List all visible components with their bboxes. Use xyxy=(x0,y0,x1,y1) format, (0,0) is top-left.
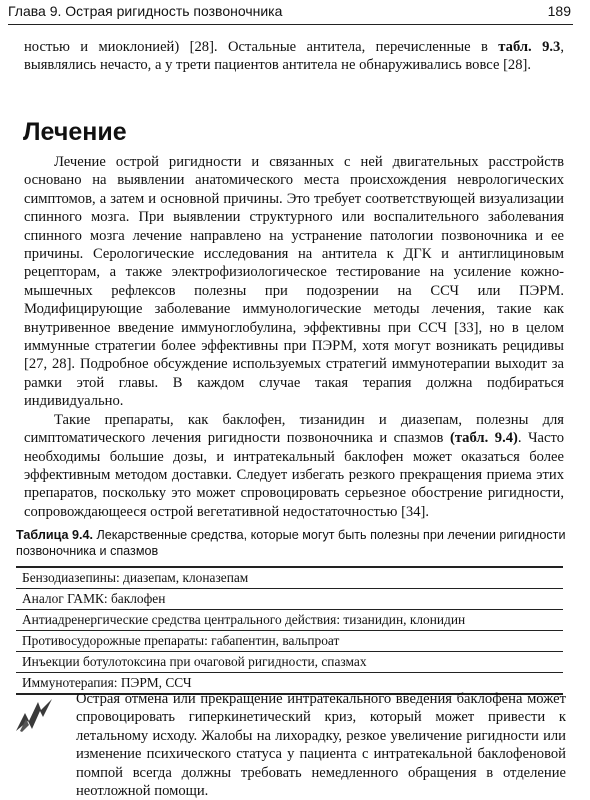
table-cell: Противосудорожные препараты: габапентин, вальпроат xyxy=(16,631,563,652)
prev-text-start: ностью и миоклонией) [28]. Остальные антитела, перечисленные в xyxy=(24,39,499,55)
table-row xyxy=(16,589,563,610)
section-heading: Лечение xyxy=(23,118,127,146)
paragraph-2-text-start: Такие препараты, как баклофен, тизанидин и диазепам, полезны для симптоматического лечения ригидности позвоночника и спазмов xyxy=(24,411,564,447)
table-row xyxy=(16,567,563,589)
table-cell: Аналог ГАМК: баклофен xyxy=(16,589,563,610)
lightning-warning-icon xyxy=(14,698,54,732)
table-label: Таблица 9.4. xyxy=(16,528,93,542)
chapter-title: Глава 9. Острая ригидность позвоночника xyxy=(8,3,283,19)
table-row xyxy=(16,652,563,673)
paragraph-2-text-end: . Часто необходимы большие дозы, и интратекальный баклофен может оказаться более эффективным методом доставки. Следует избегать резкого прекращения приема этих препаратов, поскольку это может спровоцировать серьезное обострение ригидности, сопровождающееся острой вегетативной недостаточностью [34]. xyxy=(24,430,564,520)
previous-paragraph xyxy=(24,38,564,75)
table-cell: Иммунотерапия: ПЭРМ, ССЧ xyxy=(16,673,563,695)
table-row xyxy=(16,610,563,631)
table-caption xyxy=(16,527,576,559)
warning-note: Острая отмена или прекращение интратекального введения баклофена может спровоцировать гиперкинетический криз, который может привести к летальному исходу. Жалобы на лихорадку, резкое увеличение ригидности или изменение психического статуса у пациента с интратекальной баклофеновой помпой всегда должны требовать немедленного обращения в отделение неотложной помощи. xyxy=(76,691,566,800)
prev-text-end: , выявлялись нечасто, а у трети пациентов антитела не обнаруживались вовсе [28]. xyxy=(24,39,564,74)
drug-table xyxy=(16,566,563,695)
table-cell: Бензодиазепины: диазепам, клоназепам xyxy=(16,567,563,589)
treatment-paragraph-2 xyxy=(24,411,564,521)
table-reference-9-4: (табл. 9.4) xyxy=(449,430,518,447)
table-cell: Инъекции ботулотоксина при очаговой ригидности, спазмах xyxy=(16,652,563,673)
table-row xyxy=(16,631,563,652)
table-caption-text: Лекарственные средства, которые могут быть полезны при лечении ригидности позвоночника и спазмов xyxy=(16,528,566,558)
table-cell: Антиадренергические средства центрального действия: тизанидин, клонидин xyxy=(16,610,563,631)
table-reference-9-3: табл. 9.3 xyxy=(498,39,561,55)
treatment-paragraph-1: Лечение острой ригидности и связанных с ней двигательных расстройств основано на выявлении анатомического места происхождения неврологических симптомов, а затем и основной причины. Это требует соответствующей визуализации спинного мозга. При выявлении структурного или воспалительного заболевания спинного мозга лечение направлено на устранение патологии позвоночника и ее причины. Серологические исследования на антитела к ДГК и антиглициновым рецепторам, а также электрофизиологическое тестирование на усиление кожно-мышечных рефлексов полезны при подозрении на ССЧ или ПЭРМ. Модифицирующие заболевание иммунологические методы лечения, такие как внутривенное введение иммуноглобулина, эффективны при ССЧ [33], но в целом иммунные стратегии более эффективны при ПЭРМ, хотя могут возникать рецидивы [27, 28]. Подробное обсуждение используемых стратегий иммунотерапии выходит за рамки этой главы. В каждом случае такая терапия должна подбираться индивидуально. xyxy=(24,154,564,410)
page-number: 189 xyxy=(547,3,571,19)
treatment-section-body xyxy=(24,153,564,521)
running-header xyxy=(8,0,573,25)
